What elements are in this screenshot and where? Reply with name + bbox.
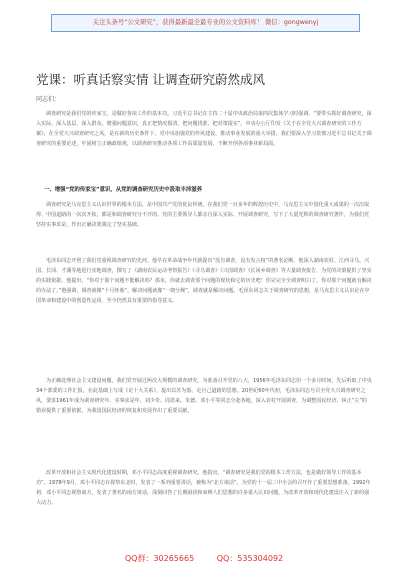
greeting: 同志们： <box>36 96 61 103</box>
paragraph-3: 毛泽东同志开创了我们党重视调查研究的先河。他早在革命战争年代就提出“没有调查，没有发言权”的著名论断。他深入湖南农村、江西寻乌、兴国、长冈、才溪等地进行实地调查，撰写了《湖南农民运动考察报告》《寻乌调查》《兴国调查》《长冈乡调查》等大量调查报告，为党的决策提供了坚实的实践依据。他提出，“你对于那个问题不能解决吗？那末，你就去调查那个问题的现状和它的历史吧！你完完全全调查明白了，你对那个问题就有解决的办法了。”他强调，调查就像“十月怀胎”，解决问题就像“一朝分娩”，调查就是解决问题。毛泽东同志关于调查研究的思想，是马克思主义认识论在中国革命和建设中的创造性运用，至今仍然具有重要的指导意义。 <box>36 258 372 304</box>
paragraph-4: 为正确处理社会主义建设问题，我们党开展过两次大规模的调查研究。为准备召开党的八大，1956年毛泽东同志用一个多月时间，先后听取了中央34个部委的工作汇报，在此基础上写成《论十大关系》，提出以苏为鉴、走自己道路的思想。20世纪60年代初，毛泽东同志号召全党大兴调查研究之风，要求1961年成为调查研究年、实事求是年。刘少奇、周恩来、朱德、邓小平等同志分赴各地，深入农村开展调查，为调整国民经济、纠正“左”的错误提供了重要依据，为我国国民经济的恢复和发展作出了重要贡献。 <box>36 378 372 414</box>
page-title: 党课：听真话察实情 让调查研究蔚然成风 <box>36 72 265 87</box>
paragraph-2: 调查研究是马克思主义认识世界的根本方法，是中国共产党的优良传统。在我们党一百多年的辉煌历史中，马克思主义中国化重大成果的一次次取得、中国道路的一次次开拓，都是和调查研究分不开的。党的主要领导人都亲自深入实际、开展调查研究，写下了大量光辉的调查研究著作，为我们党坚持实事求是、作出正确决策奠定了坚实基础。 <box>36 202 370 228</box>
footer-qq-group: QQ群：30265665 <box>124 554 195 563</box>
section-heading-1: 一、增强“党的传家宝”意识，从党的调查研究历史中汲取丰沛滋养 <box>44 187 203 193</box>
footer-qq: QQ：535304092 <box>216 554 284 563</box>
footer-contact <box>0 553 408 564</box>
promo-banner: 关注头条号“公文研究”，获得最新最全最专业的公文资料库！ 微信：gongwenyj <box>51 14 360 32</box>
paragraph-5: 改革开放和社会主义现代化建设时期，邓小平同志高度重视调查研究。他指出，“调查研究是我们党的根本工作方法，也是做好领导工作的基本功”。1978年9月，邓小平同志在视察东北时，发表了一系列重要讲话，被称为“北方谈话”，为党的十一届三中全会的召开作了重要思想准备。1992年初，邓小平同志视察南方，发表了著名的南方谈话，深刻回答了长期困扰和束缚人们思想的许多重大认识问题，为改革开放和现代化建设注入了新的强大动力。 <box>36 470 371 506</box>
paragraph-1: 调查研究是我们党的传家宝，是做好各项工作的基本功。习近平总书记在主持二十届中央政治局第四次集体学习时强调，“要带头抓好调查研究，深入实际，深入基层，深入群众，增强问题意识，真正把情况摸清、把问题找准、把对策提实”。中央办公厅印发《关于在全党大兴调查研究的工作方案》，在全党大兴调查研究之风，是在新的历史条件下，党中央加强党的作风建设、推动事业发展的重大举措。我们要深入学习贯彻习近平总书记关于调查研究的重要论述，牢固树立正确政绩观，以调查研究推动各项工作高质量发展，不断开创各项事业新局面。 <box>36 111 372 147</box>
